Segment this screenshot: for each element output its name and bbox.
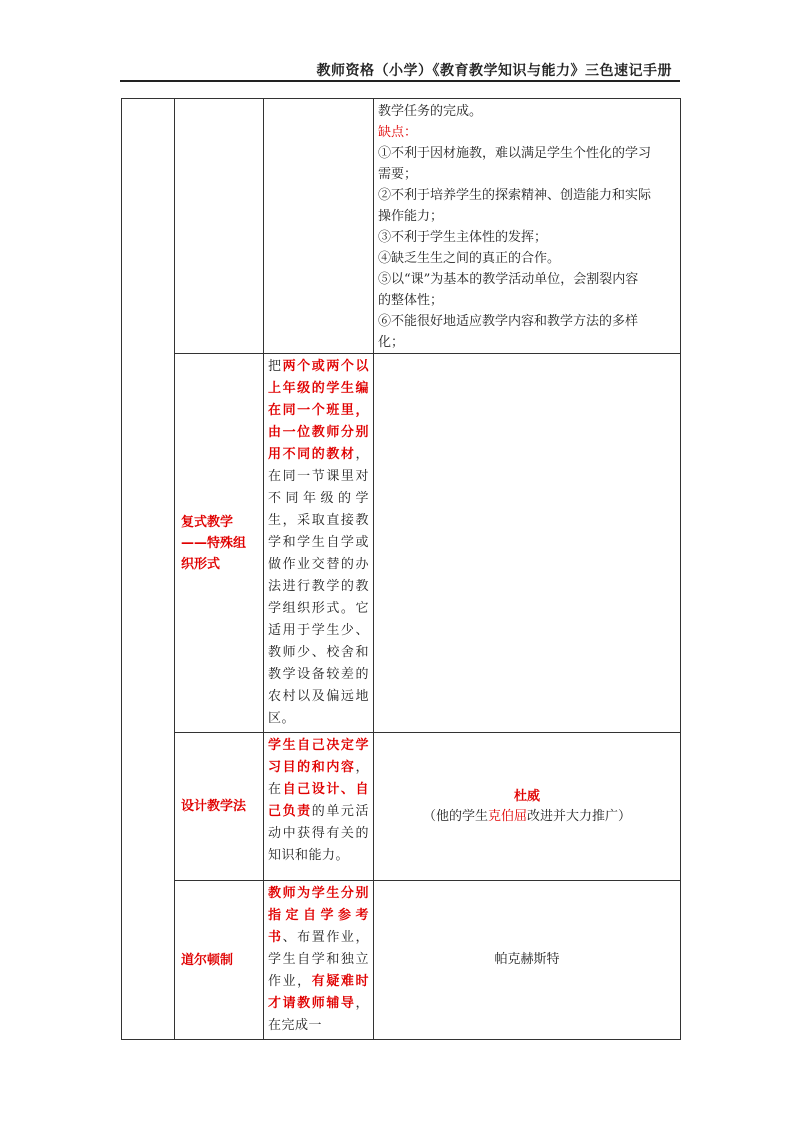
page-header xyxy=(120,52,680,82)
notes-cell xyxy=(374,733,681,881)
note-highlight: 克伯屈 xyxy=(487,808,527,824)
definition-cell xyxy=(264,99,374,354)
text-line: ⑤以“课”为基本的教学活动单位，会割裂内容 xyxy=(378,272,639,287)
text-line: 化； xyxy=(378,335,405,350)
content-table xyxy=(121,98,681,1040)
text-line: 的整体性； xyxy=(378,293,444,308)
notes-cell xyxy=(374,99,681,354)
text-line: ④缺乏生生之间的真正的合作。 xyxy=(378,251,561,266)
definition-highlight: 教师为学生分别指定自学参考书 xyxy=(268,886,369,945)
definition-text: 、布置作业，学生自学和独立作业， xyxy=(268,930,369,989)
text-line: ⑥不能很好地适应教学内容和教学方法的多样 xyxy=(378,314,639,329)
table-row-class-system-cont xyxy=(122,99,681,354)
row-name-cell xyxy=(175,733,264,881)
text-line: 教学任务的完成。 xyxy=(378,104,483,119)
proponent-note xyxy=(374,807,680,827)
definition-text: ，在同一节课里对不同年级的学生，采取直接教学和学生自学或做作业交替的办法进行教学的教学组织形式。它适用于学生少、教师少、校舍和教学设备较差的农村以及偏远地区。 xyxy=(268,447,369,726)
definition-cell xyxy=(264,733,374,881)
definition-highlight: 有疑难时才请教师辅导 xyxy=(268,974,369,1011)
definition-highlight: 学生自己决定学习目的和内容 xyxy=(268,738,369,775)
note-text: 改进并大力推广） xyxy=(527,808,632,824)
definition-text: 的单元活动中获得有关的知识和能力。 xyxy=(268,804,369,863)
section-label-disadvantages: 缺点： xyxy=(378,125,418,140)
row-name-cell xyxy=(175,354,264,733)
definition-text: ，在 xyxy=(268,760,369,797)
text-line: 需要； xyxy=(378,167,418,182)
proponent-name: 杜威 xyxy=(513,788,540,804)
text-line: ②不利于培养学生的探索精神、创造能力和实际 xyxy=(378,188,652,203)
notes-cell xyxy=(374,881,681,1040)
row-name-cell xyxy=(175,99,264,354)
category-cell xyxy=(122,99,175,1040)
definition-highlight: 两个或两个以上年级的学生编在同一个班里，由一位教师分别用不同的教材 xyxy=(268,359,369,462)
text-line: 操作能力； xyxy=(378,209,444,224)
text-line: ①不利于因材施教，难以满足学生个性化的学习 xyxy=(378,146,652,161)
definition-cell xyxy=(264,354,374,733)
table-row-multigrade-teaching xyxy=(122,354,681,733)
proponent-name: 帕克赫斯特 xyxy=(494,952,560,967)
definition-cell xyxy=(264,881,374,1040)
definition-text: ，在完成一 xyxy=(268,996,369,1033)
table-row-project-method xyxy=(122,733,681,881)
row-name: 道尔顿制 xyxy=(181,952,234,968)
handbook-title: 教师资格（小学）《教育教学知识与能力》三色速记手册 xyxy=(316,63,672,79)
table-row-dalton-plan xyxy=(122,881,681,1040)
row-name: 设计教学法 xyxy=(181,799,247,814)
definition-text: 把 xyxy=(268,359,283,374)
row-name-cell xyxy=(175,881,264,1040)
notes-cell xyxy=(374,354,681,733)
definition-highlight: 自己设计、自己负责 xyxy=(268,782,369,819)
note-text: （他的学生 xyxy=(422,808,488,824)
row-name: 复式教学——特殊组织形式 xyxy=(181,514,247,572)
text-line: ③不利于学生主体性的发挥； xyxy=(378,230,548,245)
